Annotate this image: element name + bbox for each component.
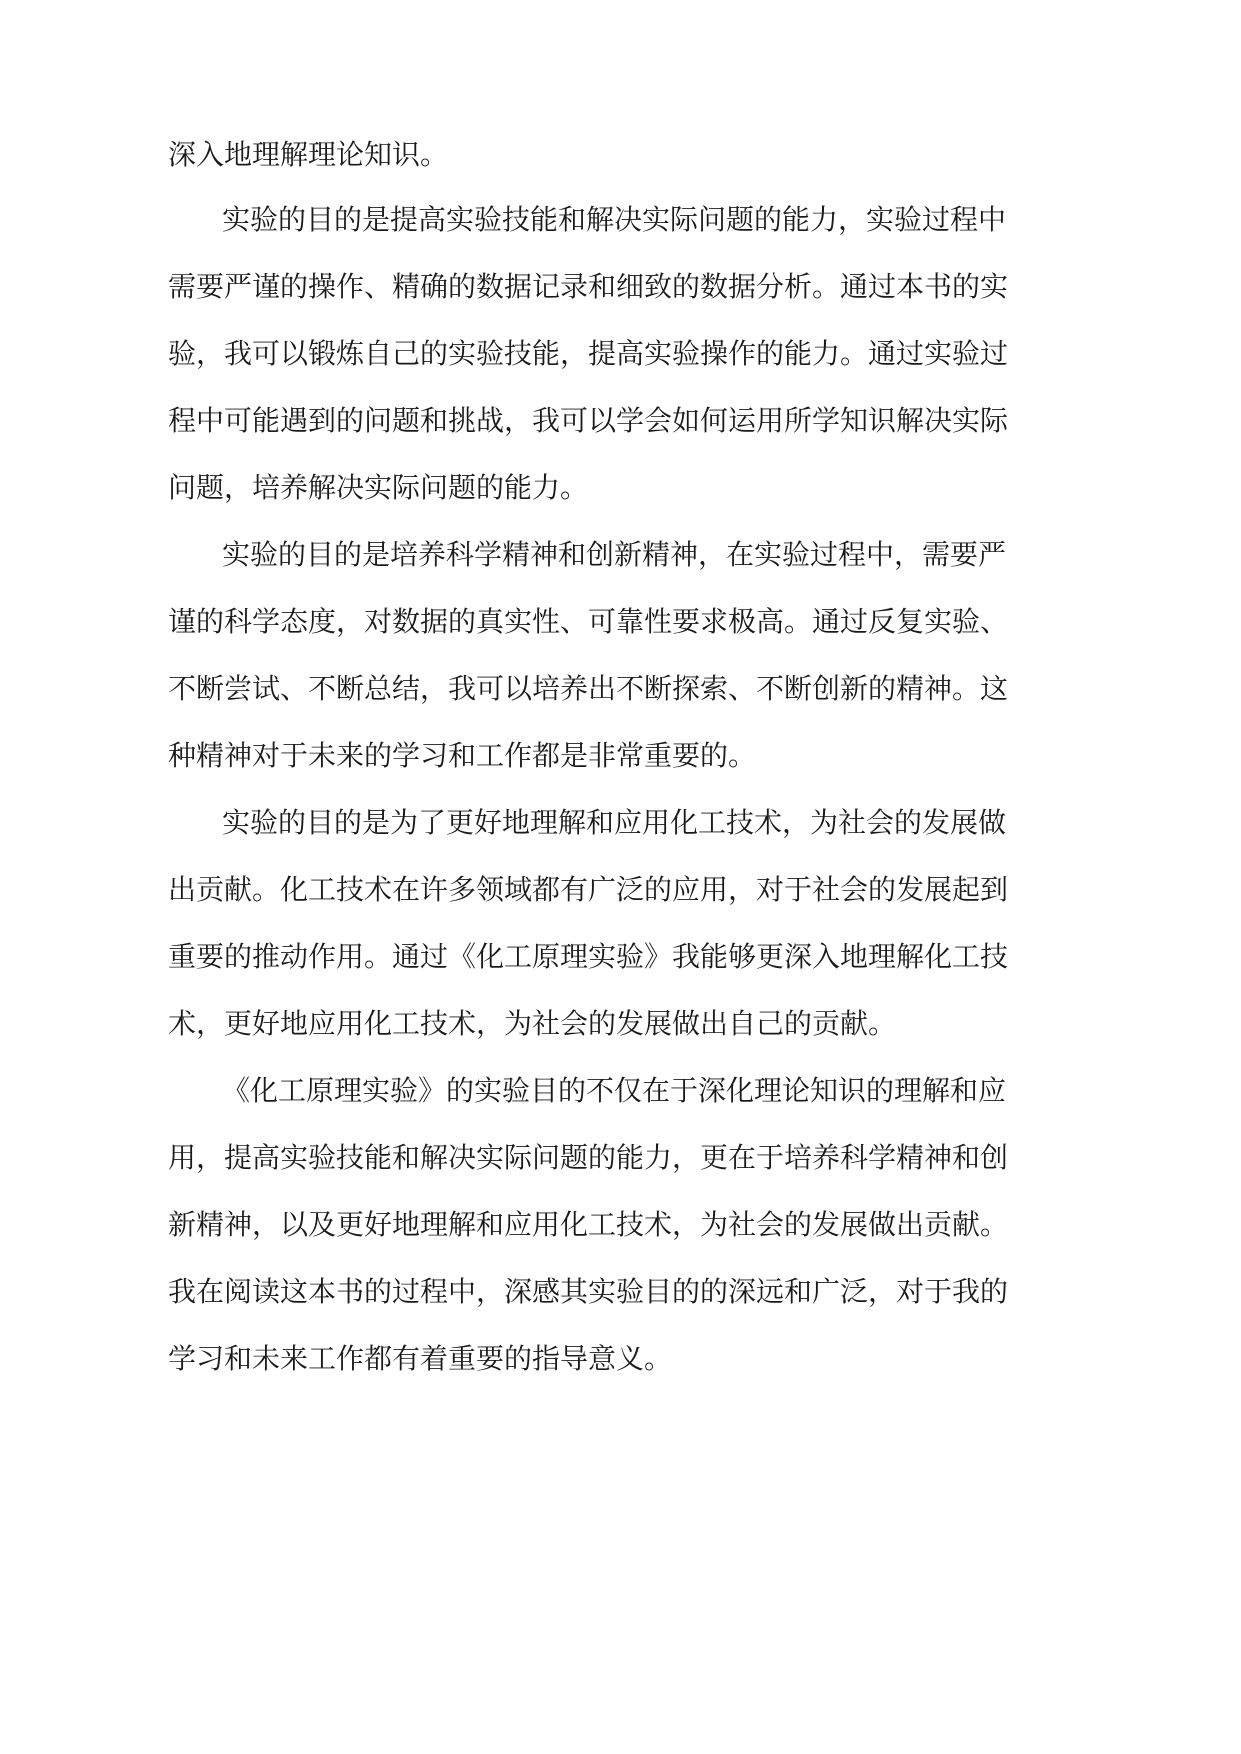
line-text: 问题，培养解决实际问题的能力。 [168,471,589,504]
line-text: 新精神，以及更好地理解和应用化工技术，为社会的发展做出贡献。 [168,1208,1009,1241]
text-line [0,803,1241,843]
text-line [0,135,1241,175]
line-text: 用，提高实验技能和解决实际问题的能力，更在于培养科学精神和创 [168,1141,1009,1174]
line-text: 谨的科学态度，对数据的真实性、可靠性要求极高。通过反复实验、 [168,605,1009,638]
text-line [0,602,1241,642]
line-text: 我在阅读这本书的过程中，深感其实验目的的深远和广泛，对于我的 [168,1275,1009,1308]
line-text: 实验的目的是为了更好地理解和应用化工技术，为社会的发展做 [222,806,1007,839]
text-line [0,535,1241,575]
text-line [0,1071,1241,1111]
line-text: 实验的目的是提高实验技能和解决实际问题的能力，实验过程中 [222,203,1007,236]
text-line [0,870,1241,910]
text-line [0,937,1241,977]
line-text: 验，我可以锻炼自己的实验技能，提高实验操作的能力。通过实验过 [168,337,1009,370]
line-text: 不断尝试、不断总结，我可以培养出不断探索、不断创新的精神。这 [168,672,1009,705]
line-text: 种精神对于未来的学习和工作都是非常重要的。 [168,739,757,772]
line-text: 深入地理解理论知识。 [168,138,449,171]
text-line [0,1339,1241,1379]
line-text: 出贡献。化工技术在许多领域都有广泛的应用，对于社会的发展起到 [168,873,1009,906]
line-text: 程中可能遇到的问题和挑战，我可以学会如何运用所学知识解决实际 [168,404,1009,437]
line-text: 需要严谨的操作、精确的数据记录和细致的数据分析。通过本书的实 [168,270,1009,303]
text-line [0,334,1241,374]
text-line [0,1272,1241,1312]
text-line [0,736,1241,776]
text-line [0,200,1241,240]
text-line [0,401,1241,441]
line-text: 术，更好地应用化工技术，为社会的发展做出自己的贡献。 [168,1007,897,1040]
line-text: 学习和未来工作都有着重要的指导意义。 [168,1342,673,1375]
text-line [0,1205,1241,1245]
text-line [0,1004,1241,1044]
line-text: 《化工原理实验》的实验目的不仅在于深化理论知识的理解和应 [222,1074,1007,1107]
text-line [0,669,1241,709]
line-text: 实验的目的是培养科学精神和创新精神，在实验过程中，需要严 [222,538,1007,571]
line-text: 重要的推动作用。通过《化工原理实验》我能够更深入地理解化工技 [168,940,1009,973]
text-line [0,267,1241,307]
text-line [0,1138,1241,1178]
text-line [0,468,1241,508]
